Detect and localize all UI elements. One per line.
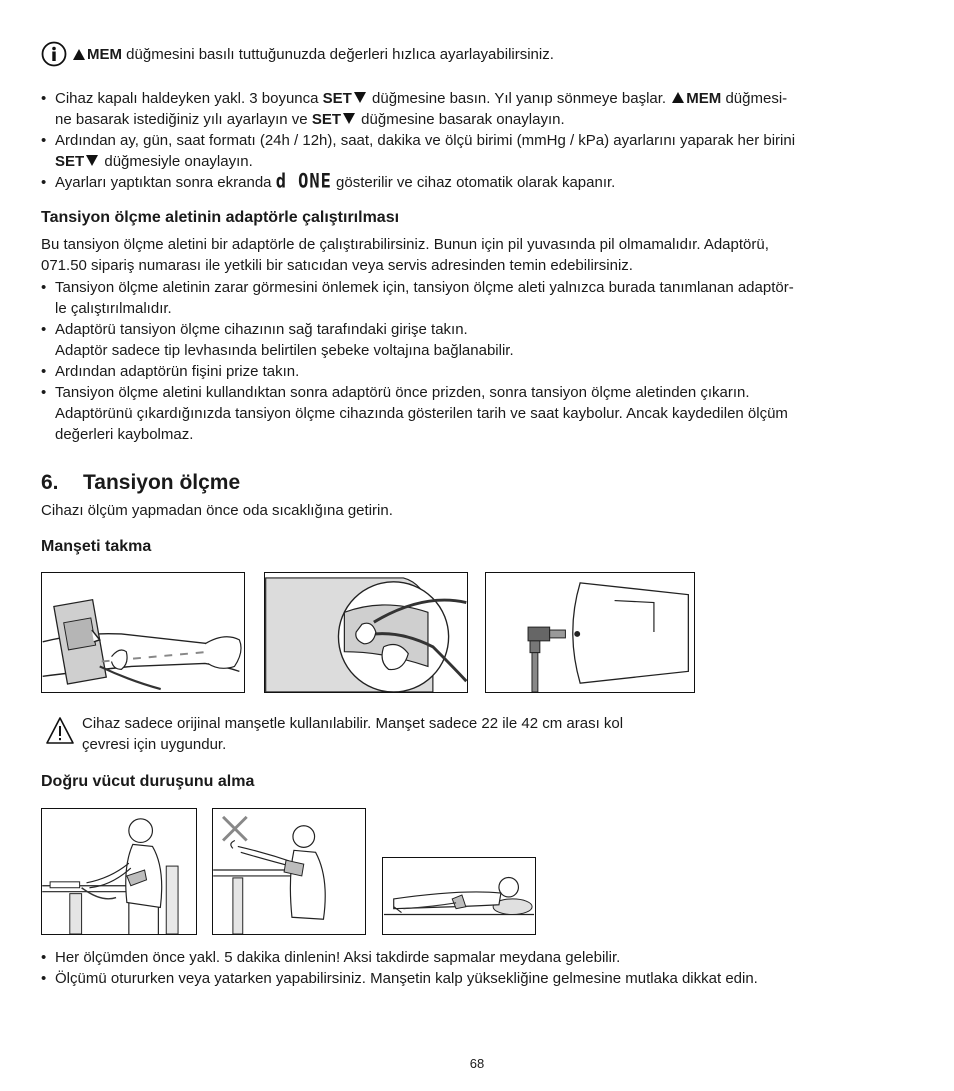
figure-cuff-connector <box>485 572 695 693</box>
bullet-text: Adaptörünü çıkardığınızda tansiyon ölçme cihazında gösterilen tarih ve saat kaybolur. Ancak kaydedilen ölçüm <box>55 405 788 422</box>
bullet-text: düğmesine basarak onaylayın. <box>361 111 565 128</box>
figure-posture-correct-seated <box>41 808 197 935</box>
figure-cuff-tube <box>264 572 468 693</box>
adapter-paragraph <box>41 234 921 276</box>
list-item <box>41 130 921 172</box>
list-item <box>41 277 921 319</box>
section-heading: Tansiyon ölçme <box>83 471 241 494</box>
cuff-heading: Manşeti takma <box>41 538 152 555</box>
set-label: SET <box>55 153 85 170</box>
set-label: SET <box>311 111 341 128</box>
triangle-down-icon <box>354 92 366 103</box>
figure-cuff-placement <box>41 572 245 693</box>
section-intro: Cihazı ölçüm yapmadan önce oda sıcaklığına getirin. <box>41 502 393 519</box>
page-number: 68 <box>469 1056 485 1071</box>
bullet-text: düğmesine basın. Yıl yanıp sönmeye başlar. <box>372 90 667 107</box>
bullet-text: Adaptör sadece tip levhasında belirtilen şebeke voltajına bağlanabilir. <box>55 342 514 359</box>
warning-icon <box>45 716 75 746</box>
figure-posture-lying <box>382 857 536 935</box>
posture-heading: Doğru vücut duruşunu alma <box>41 773 255 790</box>
warning-line: çevresi için uygundur. <box>82 736 227 753</box>
posture-bullets <box>41 947 921 989</box>
bullet-text: le çalıştırılmalıdır. <box>55 300 172 317</box>
bullet-text: Ayarları yaptıktan sonra ekranda <box>55 174 272 191</box>
triangle-up-icon <box>73 49 85 60</box>
list-item: • Her ölçümden önce yakl. 5 dakika dinlenin! Aksi takdirde sapmalar meydana gelebilir. <box>41 947 921 968</box>
bullet-text: Tansiyon ölçme aletini kullandıktan sonra adaptörü önce prizden, sonra tansiyon ölçme aletinden çıkarın. <box>55 384 750 401</box>
list-item: • Ölçümü otururken veya yatarken yapabilirsiniz. Manşetin kalp yüksekliğine gelmesine mutlaka dikkat edin. <box>41 968 921 989</box>
warning-text <box>82 713 802 755</box>
bullet-text: Ardından adaptörün fişini prize takın. <box>55 363 300 380</box>
list-item <box>41 88 921 130</box>
bullet-text: ne basarak istediğiniz yılı ayarlayın ve <box>55 111 308 128</box>
bullet-text: düğmesiyle onaylayın. <box>104 153 253 170</box>
bullet-text: düğmesi- <box>725 90 788 107</box>
list-item <box>41 361 921 382</box>
setup-bullets <box>41 88 921 193</box>
section-number: 6. <box>41 471 59 494</box>
list-item <box>41 382 921 445</box>
info-note <box>41 41 921 67</box>
adapter-heading: Tansiyon ölçme aletinin adaptörle çalıştırılması <box>41 209 400 226</box>
bullet-text: gösterilir ve cihaz otomatik olarak kapanır. <box>336 174 616 191</box>
figure-posture-incorrect-seated <box>212 808 366 935</box>
paragraph-line: 071.50 sipariş numarası ile yetkili bir satıcıdan veya servis adresinden temin edebilirsiniz. <box>41 257 633 274</box>
bullet-text: Tansiyon ölçme aletinin zarar görmesini önlemek için, tansiyon ölçme aleti yalnızca burada tanımlanan adaptör- <box>55 279 794 296</box>
triangle-down-icon <box>343 113 355 124</box>
info-note-text: düğmesini basılı tuttuğunuzda değerleri hızlıca ayarlayabilirsiniz. <box>126 45 554 63</box>
triangle-up-icon <box>672 92 684 103</box>
triangle-down-icon <box>86 155 98 166</box>
info-icon <box>41 41 67 67</box>
list-item <box>41 172 921 193</box>
bullet-text: Ardından ay, gün, saat formatı (24h / 12h), saat, dakika ve ölçü birimi (mmHg / kPa) ayarlarını yaparak her birini <box>55 132 796 149</box>
section-title <box>41 471 240 495</box>
set-label: SET <box>322 90 352 107</box>
bullet-text: Cihaz kapalı haldeyken yakl. 3 boyunca <box>55 90 319 107</box>
list-item <box>41 319 921 361</box>
bullet-text: Adaptörü tansiyon ölçme cihazının sağ tarafındaki girişe takın. <box>55 321 468 338</box>
paragraph-line: Bu tansiyon ölçme aletini bir adaptörle de çalıştırabilirsiniz. Bunun için pil yuvasında pil olmamalıdır. Adaptörü, <box>41 236 769 253</box>
mem-label: MEM <box>87 45 122 63</box>
bullet-text: değerleri kaybolmaz. <box>55 426 194 443</box>
mem-label: MEM <box>686 90 722 107</box>
warning-line: Cihaz sadece orijinal manşetle kullanılabilir. Manşet sadece 22 ile 42 cm arası kol <box>82 715 624 732</box>
adapter-bullets <box>41 277 921 445</box>
lcd-done-display: d ONE <box>275 170 332 194</box>
